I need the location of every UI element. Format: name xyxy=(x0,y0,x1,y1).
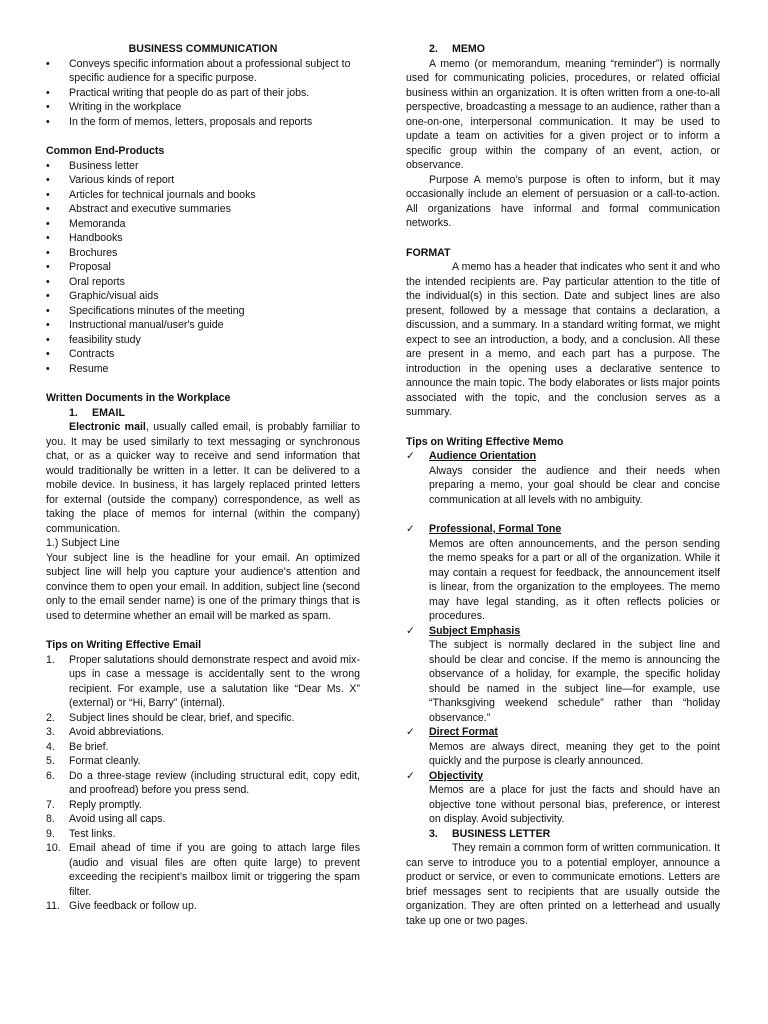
tip-body: Memos are often announcements, and the person sending the memo speaks for a part or all of the organization. While it may contain a request for feedback, the announcement itself is linear, from the organization to the employees. The memo may have legal standing, as it often reflects policies or procedures. xyxy=(429,537,720,622)
tips-email-heading: Tips on Writing Effective Email xyxy=(46,639,202,651)
tip-title: Direct Format xyxy=(429,726,498,738)
list-item: • Writing in the workplace xyxy=(46,100,360,115)
tip-body: Always consider the audience and their needs when preparing a memo, your goal should be clear and concise communication at all levels with no ambiguity. xyxy=(429,464,720,506)
subject-line-label: 1.) Subject Line xyxy=(46,537,120,549)
section-number: 3. xyxy=(429,827,438,840)
item-text: Avoid abbreviations. xyxy=(69,726,165,738)
list-item xyxy=(46,798,360,813)
memo-paragraph: A memo (or memorandum, meaning “reminder”) is normally used for communicating policies, procedures, or related official business within an organization. It is often written from a one-to-all perspective, broadcasting a message to an audience, rather than a one-on-one, interpersonal communication. It may be used to update a team on activities for a given project or to inform a specific group within the company of an event, action, or observance. xyxy=(406,57,720,171)
tip-title: Subject Emphasis xyxy=(429,624,521,637)
memo-section-heading xyxy=(406,42,720,57)
section-number: 2. xyxy=(429,43,438,55)
item-number: 2. xyxy=(46,711,55,724)
list-item: • Graphic/visual aids xyxy=(46,289,360,304)
tip-objectivity xyxy=(406,769,720,784)
list-item xyxy=(46,812,360,827)
tips-memo-heading: Tips on Writing Effective Memo xyxy=(406,435,564,448)
list-item: • feasibility study xyxy=(46,333,360,348)
list-item xyxy=(46,725,360,740)
subject-line-paragraph: Your subject line is the headline for your email. An optimized subject line will help you capture your audience's attention and convince them to open your email. In addition, subject line (second only to the email sender name) is one of the primary things that is used to determine whether an email will be marked as spam. xyxy=(46,551,360,622)
tip-body: Memos are a place for just the facts and should have an objective tone without personal bias, preference, or interest on display. Avoid subjectivity. xyxy=(429,784,720,825)
list-item xyxy=(46,827,360,842)
list-item: • Business letter xyxy=(46,159,360,174)
section-title: MEMO xyxy=(452,43,485,55)
intro-bullet-list xyxy=(46,57,360,130)
list-item: • Handbooks xyxy=(46,231,360,246)
tip-professional-tone xyxy=(406,522,720,537)
tip-title: Professional, Formal Tone xyxy=(429,523,562,535)
checkmark-icon: ✓ xyxy=(406,769,415,782)
item-text: Avoid using all caps. xyxy=(69,813,166,825)
item-text: Format cleanly. xyxy=(69,755,141,767)
list-item: • Articles for technical journals and books xyxy=(46,188,360,203)
list-item xyxy=(46,740,360,755)
end-products-heading: Common End-Products xyxy=(46,145,165,157)
list-item: • Proposal xyxy=(46,260,360,275)
item-number: 5. xyxy=(46,755,55,767)
section-title: BUSINESS LETTER xyxy=(452,827,551,840)
list-item: • Memoranda xyxy=(46,217,360,232)
item-number: 10. xyxy=(46,842,61,854)
list-item: • Contracts xyxy=(46,347,360,362)
list-item xyxy=(46,899,360,914)
item-number: 4. xyxy=(46,740,55,753)
list-item: • Instructional manual/user's guide xyxy=(46,318,360,333)
item-text: Give feedback or follow up. xyxy=(69,900,197,912)
list-item: • Abstract and executive summaries xyxy=(46,202,360,217)
item-text: Subject lines should be clear, brief, and specific. xyxy=(69,711,295,724)
email-lead-term: Electronic mail xyxy=(69,421,146,433)
item-text: Reply promptly. xyxy=(69,798,142,811)
tip-subject-emphasis xyxy=(406,624,720,639)
item-text: Do a three-stage review (including structural edit, copy edit, and proofread) before you press send. xyxy=(69,769,360,796)
item-text: Email ahead of time if you are going to attach large files (audio and visual files are often quite large) to prevent exceeding the recipient’s mailbox limit or triggering the spam filter. xyxy=(69,842,360,898)
list-item: • Practical writing that people do as part of their jobs. xyxy=(46,86,360,101)
item-number: 11. xyxy=(46,900,60,912)
list-item: • Various kinds of report xyxy=(46,173,360,188)
item-number: 3. xyxy=(46,726,55,738)
item-number: 9. xyxy=(46,827,55,840)
list-item xyxy=(46,653,360,711)
end-products-list xyxy=(46,159,360,377)
right-column xyxy=(406,42,720,928)
email-paragraph-text: , usually called email, is probably familiar to you. It may be used similarly to text messaging or synchronous chat, or as a quicker way to receive and send information that would traditionally be written in a letter. It can be delivered to a mobile device. In business, it has largely replaced printed letters for external (outside the company) correspondence, as well as taking the place of memos for internal (within the company) communication. xyxy=(46,421,360,535)
tip-body: Memos are always direct, meaning they get to the point quickly and the purpose is clearly announced. xyxy=(429,740,720,767)
tip-title: Audience Orientation xyxy=(429,450,537,462)
email-paragraph xyxy=(46,420,360,536)
format-paragraph: A memo has a header that indicates who sent it and who the intended recipients are. Pay particular attention to the title of the individual(s) in this section. Date and subject lines are also present, followed by a message that contains a declaration, a discussion, and a summary. In a standard writing format, we might expect to see an introduction, a body, and a conclusion. All these are present in a memo, and each part has a purpose. The introduction in the opening uses a declarative sentence to announce the main topic. The body elaborates or lists major points associated with the topic, and the conclusion serves as a summary. xyxy=(406,261,720,418)
list-item: • Brochures xyxy=(46,246,360,261)
tip-audience-orientation xyxy=(406,449,720,464)
memo-purpose-paragraph: Purpose A memo’s purpose is often to inform, but it may occasionally include an element of persuasion or a call-to-action. All organizations have informal and formal communication networks. xyxy=(406,173,720,229)
list-item xyxy=(46,769,360,798)
tip-direct-format xyxy=(406,725,720,740)
item-text: Proper salutations should demonstrate respect and avoid mix-ups in case a message is accidentally sent to the wrong recipient. For example, use a salutation like “Dear Ms. X” (external) or “Hi, Barry” (internal). xyxy=(69,653,360,709)
section-title: EMAIL xyxy=(92,406,125,419)
tips-email-list xyxy=(46,653,360,914)
item-number: 6. xyxy=(46,769,55,782)
section-number: 1. xyxy=(69,406,78,419)
list-item xyxy=(46,711,360,726)
list-item: • Specifications minutes of the meeting xyxy=(46,304,360,319)
tip-title: Objectivity xyxy=(429,769,484,782)
checkmark-icon: ✓ xyxy=(406,450,415,462)
list-item: • Resume xyxy=(46,362,360,377)
business-letter-heading xyxy=(406,827,720,842)
business-letter-paragraph: They remain a common form of written communication. It can serve to introduce you to a potential employer, announce a product or service, or even to communicate emotions. Letters are brief messages sent to recipients that are usually outside the organization. They are often printed on a letterhead and usually take up one or two pages. xyxy=(406,842,720,927)
list-item: • Oral reports xyxy=(46,275,360,290)
item-number: 8. xyxy=(46,813,55,825)
format-heading: FORMAT xyxy=(406,246,451,259)
written-docs-heading: Written Documents in the Workplace xyxy=(46,392,231,404)
email-section-heading xyxy=(46,406,360,421)
item-number: 7. xyxy=(46,798,55,811)
item-text: Be brief. xyxy=(69,740,109,753)
list-item xyxy=(46,841,360,899)
list-item xyxy=(46,754,360,769)
tip-body: The subject is normally declared in the subject line and should be clear and concise. If the memo is announcing the observance of a holiday, for example, the specific holiday should be named in the subject line—for example, use “Thanksgiving weekend schedule” rather than “holiday observance.” xyxy=(429,639,720,724)
checkmark-icon: ✓ xyxy=(406,726,415,738)
list-item: • In the form of memos, letters, proposals and reports xyxy=(46,115,360,130)
checkmark-icon: ✓ xyxy=(406,624,415,637)
list-item: • Conveys specific information about a professional subject to specific audience for a specific purpose. xyxy=(46,57,360,86)
checkmark-icon: ✓ xyxy=(406,523,415,535)
left-column xyxy=(46,42,360,914)
item-text: Test links. xyxy=(69,827,116,840)
item-number: 1. xyxy=(46,653,55,666)
document-title: BUSINESS COMMUNICATION xyxy=(128,43,278,55)
